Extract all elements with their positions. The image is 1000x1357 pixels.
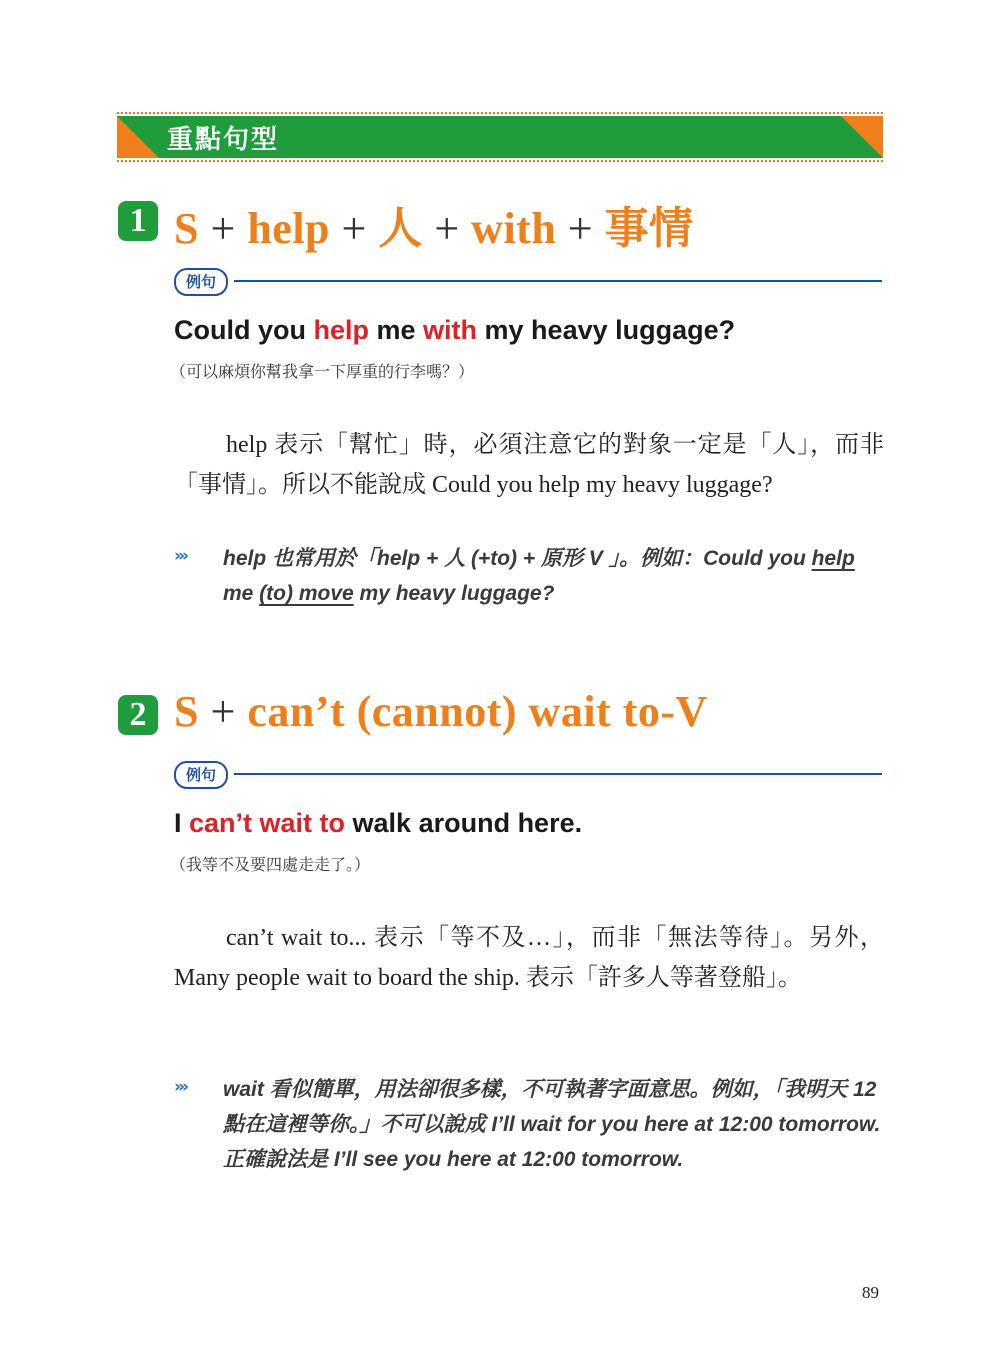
usage-tip xyxy=(223,541,883,611)
sentence-highlight: can’t wait to xyxy=(189,808,346,838)
banner-corner-right xyxy=(841,116,883,158)
tip-arrow-icon: ››› xyxy=(174,546,187,566)
banner-dotted-line-bottom xyxy=(117,160,883,162)
pattern-plus: + xyxy=(210,204,236,253)
sentence-text: my heavy luggage? xyxy=(477,315,736,345)
tip-arrow-icon: ››› xyxy=(174,1077,187,1097)
tip-underlined: help xyxy=(811,547,855,570)
sentence-highlight: with xyxy=(423,315,478,345)
example-rule xyxy=(234,773,882,775)
pattern-plus: + xyxy=(434,204,460,253)
example-label: 例句 xyxy=(174,761,228,789)
pattern-part: help xyxy=(247,204,331,253)
pattern-heading xyxy=(174,192,694,256)
pattern-number-badge: 1 xyxy=(118,201,158,241)
example-translation: （我等不及要四處走走了。） xyxy=(170,855,371,874)
example-rule xyxy=(234,280,882,282)
pattern-part: can’t (cannot) wait to-V xyxy=(247,687,708,736)
pattern-number-badge: 2 xyxy=(118,695,158,735)
sentence-text: Could you xyxy=(174,315,314,345)
tip-text: me xyxy=(223,582,260,605)
sentence-highlight: help xyxy=(313,315,369,345)
sentence-text: me xyxy=(369,315,424,345)
example-sentence xyxy=(174,315,735,346)
pattern-subject: S xyxy=(174,687,199,736)
usage-tip: wait 看似簡單，用法卻很多樣，不可執著字面意思。例如，「我明天 12 點在這裡等你。」不可以說成 I’ll wait for you here at 12:00 tomorrow. 正確說法是 I’ll see you here at 12:00 tomorrow. xyxy=(223,1078,881,1171)
banner-corner-left xyxy=(117,116,159,158)
pattern-part: 人 xyxy=(378,204,423,253)
tip-underlined: (to) move xyxy=(259,582,354,605)
tip-text: my heavy luggage? xyxy=(353,582,555,605)
pattern-part: 事情 xyxy=(604,204,694,253)
example-translation: （可以麻煩你幫我拿一下厚重的行李嗎？） xyxy=(170,362,475,381)
section-banner xyxy=(117,112,883,162)
tip-text: help 也常用於「help + 人 (+to) + 原形 V 」。例如：Could you xyxy=(223,547,812,570)
pattern-subject: S xyxy=(174,204,199,253)
explanation-paragraph xyxy=(174,425,884,505)
banner-dotted-line-top xyxy=(117,112,883,114)
pattern-plus: + xyxy=(341,204,367,253)
sentence-text: walk around here. xyxy=(345,808,583,838)
pattern-plus: + xyxy=(567,204,594,253)
explanation-text: can’t wait to... 表示「等不及…」，而非「無法等待」。另外，Many people wait to board the ship. 表示「許多人等著登船」。 xyxy=(174,925,884,991)
page-number: 89 xyxy=(862,1283,879,1302)
banner-title: 重點句型 xyxy=(167,125,280,155)
pattern-plus: + xyxy=(210,687,236,736)
explanation-text: help 表示「幫忙」時，必須注意它的對象一定是「人」，而非「事情」。所以不能說成 Could you help my heavy luggage? xyxy=(174,432,884,498)
pattern-part: with xyxy=(471,204,557,253)
pattern-heading xyxy=(174,686,708,737)
sentence-text: I xyxy=(174,808,190,838)
example-label: 例句 xyxy=(174,268,228,296)
explanation-paragraph xyxy=(174,918,884,998)
example-sentence xyxy=(174,808,582,839)
